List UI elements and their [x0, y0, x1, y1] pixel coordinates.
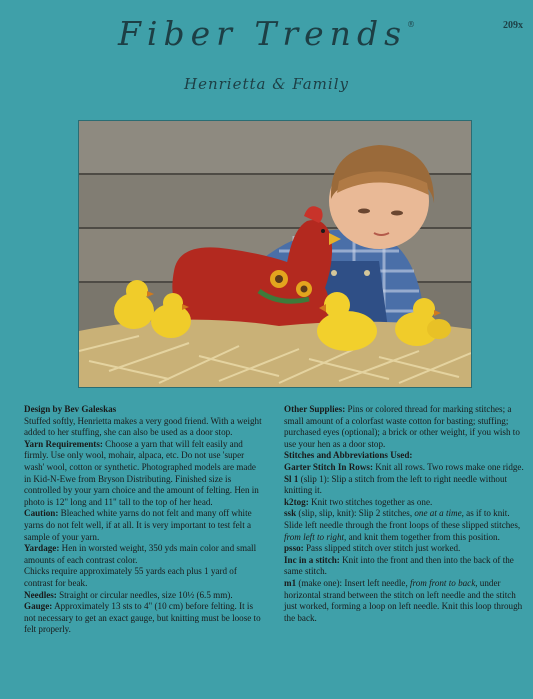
yarn-requirements: [24, 439, 264, 509]
other-label: Other Supplies:: [284, 404, 346, 414]
k2tog-text: Knit two stitches together as one.: [308, 496, 433, 507]
k2tog: [284, 497, 524, 509]
psso-text: Pass slipped stitch over stitch just worked.: [303, 543, 461, 554]
yardage: [24, 543, 264, 566]
inc-text: Knit into the front and then into the back of the same stitch.: [284, 554, 514, 577]
other-text: Pins or colored thread for marking stitches; a small amount of a colorfast waste cotton for basting; stuffing; purchased eyes (optional); a brick or other weight, if you wish to use your hen as a door stop.: [284, 404, 520, 449]
gauge: [24, 601, 264, 636]
m1: [284, 578, 524, 624]
m1-label: m1: [284, 577, 297, 588]
abbreviations-heading: Stitches and Abbreviations Used:: [284, 450, 413, 461]
intro-text: Stuffed softly, Henrietta makes a very good friend. With a weight added to her stuffing, she can also be used as a door stop.: [24, 415, 262, 438]
chicks-text: Chicks require approximately 55 yards each plus 1 yard of contrast for beak.: [24, 566, 237, 588]
designer-credit: Design by Bev Galeskas: [24, 404, 117, 414]
gauge-text: Approximately 13 sts to 4" (10 cm) before felting. It is not necessary to get an exact gauge, but knitting must be loose to felt properly.: [24, 601, 261, 635]
ssk-italic-2: from left to right,: [284, 531, 347, 542]
needles: [24, 590, 264, 602]
m1-text-1: (make one): Insert left needle,: [296, 577, 410, 588]
sl1-text: (slip 1): Slip a stitch from the left to right needle without knitting it.: [284, 473, 508, 496]
ssk: [284, 508, 524, 543]
yarn-label: Yarn Requirements:: [24, 438, 103, 449]
other-supplies: [284, 404, 524, 450]
garter-label: Garter Stitch In Rows:: [284, 461, 373, 472]
yardage-text: Hen in worsted weight, 350 yds main color and small amounts of each contrast color.: [24, 543, 257, 565]
psso-label: psso:: [284, 543, 304, 554]
sl1: [284, 474, 524, 497]
yardage-label: Yardage:: [24, 543, 60, 554]
ssk-label: ssk: [284, 508, 297, 519]
ssk-text-2: , as if to knit. Slide left needle through the front loops of these slipped stitches,: [284, 508, 521, 530]
ssk-text-3: and knit them together from this position.: [346, 531, 500, 542]
caution-text: Bleached white yarns do not felt and many off white yarns do not felt well, if at all. It is very important to test felt a sample of your yarn.: [24, 508, 252, 542]
photo-illustration: [79, 121, 471, 387]
k2tog-label: k2tog:: [284, 496, 309, 507]
brand-name: Fiber Trends: [118, 14, 407, 53]
gauge-label: Gauge:: [24, 601, 53, 612]
caution: [24, 508, 264, 543]
trademark-symbol: ®: [407, 20, 415, 29]
psso: [284, 543, 524, 555]
brand-logo: [0, 14, 533, 53]
m1-text-2: under horizontal strand between the stitch on left needle and the stitch just worked, forming a loop on left needle. Knit this loop through the back.: [284, 577, 523, 623]
right-column: [284, 404, 524, 636]
caution-label: Caution:: [24, 508, 59, 519]
hero-photo: [78, 120, 472, 388]
m1-italic: from front to back,: [410, 577, 478, 588]
garter-text: Knit all rows. Two rows make one ridge.: [373, 461, 524, 472]
ssk-italic-1: one at a time: [414, 508, 462, 519]
needles-text: Straight or circular needles, size 10½ (6.5 mm).: [56, 589, 233, 600]
sl1-label: Sl 1: [284, 473, 299, 484]
needles-label: Needles:: [24, 589, 57, 600]
pattern-instructions: [24, 404, 524, 636]
garter-stitch: [284, 462, 524, 474]
pattern-code: 209x: [503, 20, 523, 31]
inc-label: Inc in a stitch:: [284, 554, 340, 565]
ssk-text-1: (slip, slip, knit): Slip 2 stitches,: [296, 508, 415, 519]
yarn-text: Choose a yarn that will felt easily and firmly. Use only wool, mohair, alpaca, etc. Do not use 'super wash' wool, cotton or synthetic. Photographed models are made in Kid-N-Ewe from Bryson Distributing. Finished size is controlled by your yarn choice and the amount of felting. Hen in photo is 12" long and 11" tall to the top of her head.: [24, 438, 259, 507]
left-column: [24, 404, 264, 636]
pattern-title: Henrietta & Family: [184, 75, 349, 93]
inc: [284, 555, 524, 578]
